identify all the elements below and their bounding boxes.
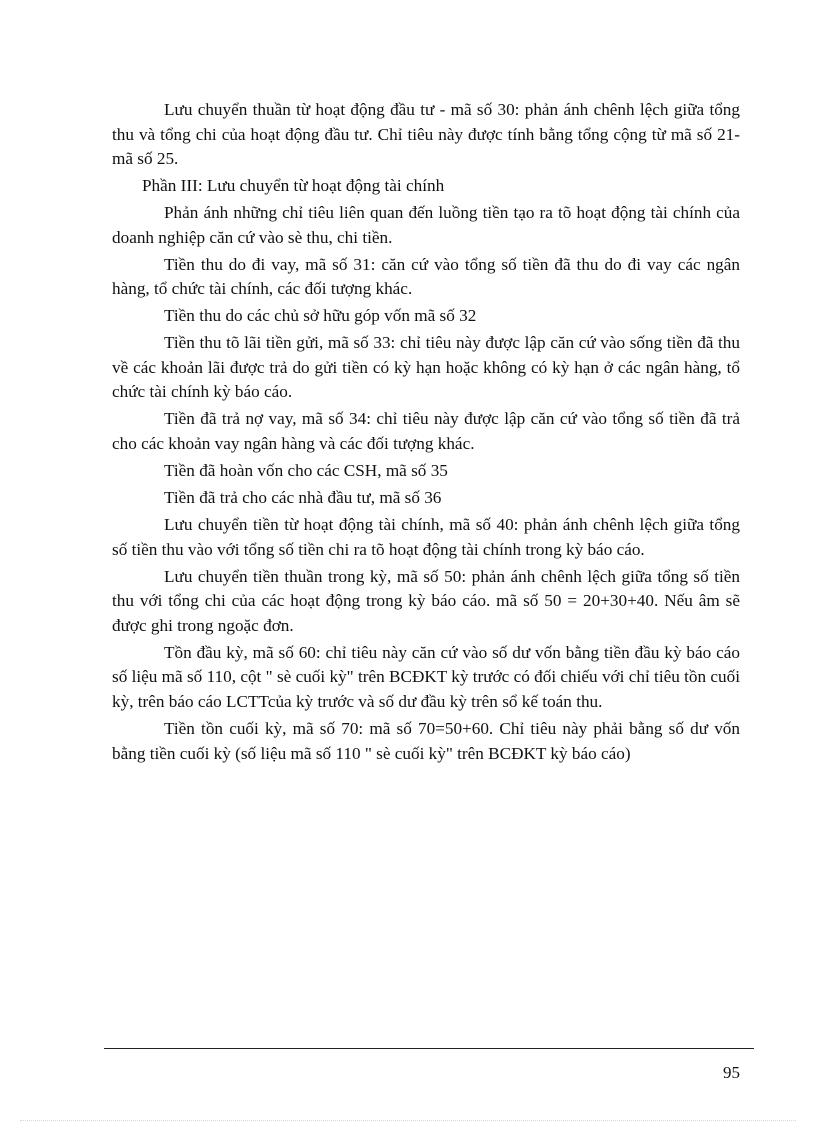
paragraph-code-50: Lưu chuyển tiền thuần trong kỳ, mã số 50: phản ánh chênh lệch giữa tổng số tiền thu với tổng chi của các hoạt động trong kỳ báo cáo. mã số 50 = 20+30+40. Nếu âm sẽ được ghi trong ngoặc đơn. (112, 566, 740, 635)
paragraph-net-investing-flow: Lưu chuyển thuần từ hoạt động đầu tư - mã số 30: phản ánh chênh lệch giữa tổng thu và tổng chi của hoạt động đầu tư. Chỉ tiêu này được tính bằng tổng cộng từ mã số 21- mã số 25. (112, 100, 740, 169)
page-number: 95 (723, 1063, 740, 1082)
paragraph-code-40: Lưu chuyển tiền từ hoạt động tài chính, mã số 40: phản ánh chênh lệch giữa tổng số tiền thu vào với tổng số tiền chi ra tõ hoạt động tài chính trong kỳ báo cáo. (112, 515, 740, 559)
paragraph-code-31: Tiền thu do đi vay, mã số 31: căn cứ vào tổng số tiền đã thu do đi vay các ngân hàng, tổ chức tài chính, các đối tượng khác. (112, 254, 740, 299)
paragraph-code-35: Tiền đã hoàn vốn cho các CSH, mã số 35 (164, 461, 448, 481)
paragraph-code-60: Tồn đầu kỳ, mã số 60: chỉ tiêu này căn cứ vào số dư vốn bằng tiền đầu kỳ báo cáo số liệu mã số 110, cột " sè cuối kỳ" trên BCĐKT kỳ trước có đối chiếu với chỉ tiêu tồn cuối kỳ, trên báo cáo LCTTcủa kỳ trước và số dư đầu kỳ trên sổ kế toán thu. (112, 642, 740, 711)
paragraph-code-32: Tiền thu do các chủ sở hữu góp vốn mã số 32 (164, 306, 477, 326)
paragraph-financing-overview: Phản ánh những chỉ tiêu liên quan đến luồng tiền tạo ra tõ hoạt động tài chính của doanh nghiệp căn cứ vào sè thu, chi tiền. (112, 203, 740, 247)
page-body (112, 98, 740, 769)
footer-rule (104, 1048, 754, 1049)
paragraph-code-34: Tiền đã trả nợ vay, mã số 34: chỉ tiêu này được lập căn cứ vào tổng số tiền đã trả cho các khoản vay ngân hàng và các đối tượng khác. (112, 409, 740, 454)
page-edge-divider (20, 1120, 796, 1121)
paragraph-code-36: Tiền đã trả cho các nhà đầu tư, mã số 36 (164, 488, 442, 508)
section-heading-part-iii: Phần III: Lưu chuyển từ hoạt động tài chính (142, 176, 445, 196)
paragraph-code-70: Tiền tồn cuối kỳ, mã số 70: mã số 70=50+60. Chỉ tiêu này phải bằng số dư vốn bằng tiền cuối kỳ (số liệu mã số 110 " sè cuối kỳ" trên BCĐKT kỳ báo cáo) (112, 718, 740, 763)
paragraph-code-33: Tiền thu tõ lãi tiền gửi, mã số 33: chỉ tiêu này được lập căn cứ vào sống tiền đã thu về các khoản lãi được trả do gửi tiền có kỳ hạn hoặc không có kỳ hạn ở các ngân hàng, tổ chức tài chính kỳ báo cáo. (112, 333, 740, 402)
